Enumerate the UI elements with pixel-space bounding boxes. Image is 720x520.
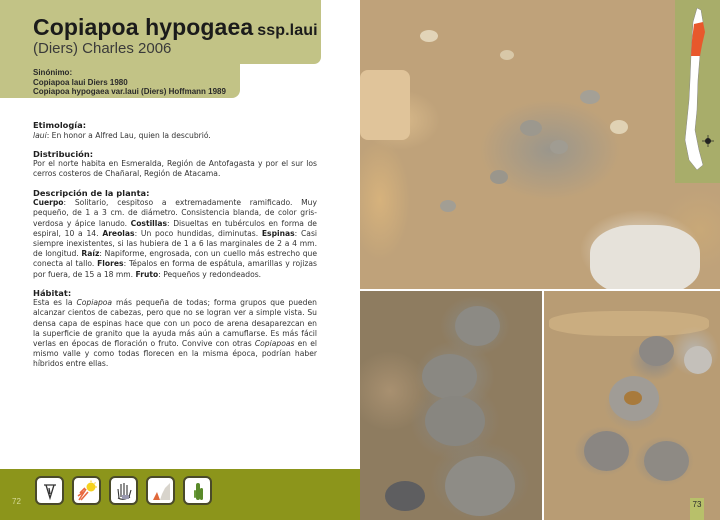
species-name: Copiapoa hypogaea	[33, 14, 254, 40]
desc-label-flores: Flores	[97, 259, 124, 269]
hand-touch-icon	[109, 476, 138, 505]
desc-text: : Napiforme, engrosada, con un cuello más estrecho que conecta al tallo.	[33, 249, 317, 269]
full-sun-icon	[72, 476, 101, 505]
section-distribucion	[33, 149, 317, 180]
section-heading: Descripción de la planta:	[33, 187, 150, 198]
plant-head	[580, 90, 600, 104]
plant-head	[422, 354, 477, 399]
subspecies-name: ssp.laui	[257, 22, 318, 39]
desc-text: : Tépalos en forma de espátula, amarillas y rojizas por fuera, de 15 a 18 mm.	[33, 259, 317, 279]
desc-label-espinas: Espinas	[261, 228, 295, 238]
desc-text: : Casi siempre inexistentes, si las hubiera de 1 a 6 las marginales de 2 a 4 mm. de longitud.	[33, 228, 318, 259]
description-text	[33, 198, 317, 280]
closeup-photo-left	[360, 291, 542, 520]
synonym-item: Copiapoa laui Diers 1980	[33, 77, 128, 87]
plant-head	[644, 441, 689, 481]
desc-text: : Pequeños y redondeados.	[158, 269, 262, 279]
plant-head	[639, 336, 674, 366]
page-number-right: 73	[690, 498, 704, 520]
habitat-genus: Copiapoa	[76, 298, 113, 308]
section-heading: Hábitat:	[33, 287, 72, 298]
desc-label-fruto: Fruto	[135, 269, 159, 279]
section-habitat	[33, 288, 317, 370]
desc-label-areolas: Areolas	[102, 228, 135, 238]
plant-head	[490, 170, 508, 184]
pebble	[420, 30, 438, 42]
closeup-photo-right	[544, 291, 720, 520]
plant-head	[385, 481, 425, 511]
plant-head	[684, 346, 712, 374]
plant-head	[584, 431, 629, 471]
section-descripcion	[33, 188, 317, 280]
desc-text: : Disueltas en tubérculos en forma de espiral, 10 a 14.	[33, 218, 317, 238]
species-title	[33, 14, 318, 41]
plant-head	[440, 200, 456, 212]
habitat-text-part: más pequeña de todas; forma grupos que pueden alcanzar cientos de cabezas, pero que no se logran ver a simple vista. Su densa capa de espinas hace que con un poco de arena desaparezcan en la superficie de granito que la ayuda más aún a camuflarse. Es más fácil verlas en épocas de floración o fruto. Convive con otras	[33, 298, 317, 349]
plant-head	[425, 396, 485, 446]
chile-map-icon	[675, 0, 720, 183]
gravel	[549, 311, 709, 336]
napiform-root-icon	[35, 476, 64, 505]
desc-label-costillas: Costillas	[130, 218, 168, 228]
rock	[360, 70, 410, 140]
pebble	[500, 50, 514, 60]
habitat-photo	[360, 0, 720, 289]
location-map	[675, 0, 720, 183]
etymology-term: laui	[33, 130, 47, 140]
section-etimologia	[33, 120, 317, 141]
etymology-text: : En honor a Alfred Lau, quien la descubrió.	[46, 130, 211, 140]
author-citation: (Diers) Charles 2006	[33, 40, 172, 57]
desc-label-raiz: Raíz	[81, 249, 100, 259]
page-number-left: 72	[12, 497, 21, 506]
granite-boulder	[590, 225, 700, 289]
pebble	[610, 120, 628, 134]
synonyms-block	[33, 68, 226, 97]
plant-head	[520, 120, 542, 136]
plant-head	[445, 456, 515, 516]
cactus-form-icon	[183, 476, 212, 505]
desc-text: : Solitario, cespitoso a extremadamente ramificado. Muy pequeño, de 1 a 3 cm. de diámetro. Consistencia blanda, de color gris-verdosa y ápice lanudo.	[33, 198, 317, 228]
fruit	[624, 391, 642, 405]
section-heading: Distribución:	[33, 148, 94, 159]
plant-head	[550, 140, 568, 154]
habitat-text	[33, 298, 317, 369]
habitat-text-part: en el mismo valle y como todas florecen en la misma época, podrían haber híbridos entre ellas.	[33, 339, 317, 369]
synonym-item: Copiapoa hypogaea var.laui (Diers) Hoffmann 1989	[33, 87, 226, 96]
section-heading: Etimología:	[33, 120, 87, 130]
plant-head	[455, 306, 500, 346]
right-page	[360, 0, 720, 520]
trait-icons	[35, 476, 212, 505]
altitude-profile-icon	[146, 476, 175, 505]
synonym-label: Sinónimo:	[33, 68, 73, 77]
habitat-text-part: Esta es la	[33, 298, 77, 308]
desc-text: : Un poco hundidas, diminutas.	[134, 228, 262, 238]
desc-label-cuerpo: Cuerpo	[33, 198, 64, 208]
body-text	[33, 120, 317, 378]
distribution-text: Por el norte habita en Esmeralda, Región de Antofagasta y por el sur los cerros costeros de Chañaral, Región de Atacama.	[33, 159, 317, 179]
habitat-genus: Copiapoas	[254, 339, 295, 349]
